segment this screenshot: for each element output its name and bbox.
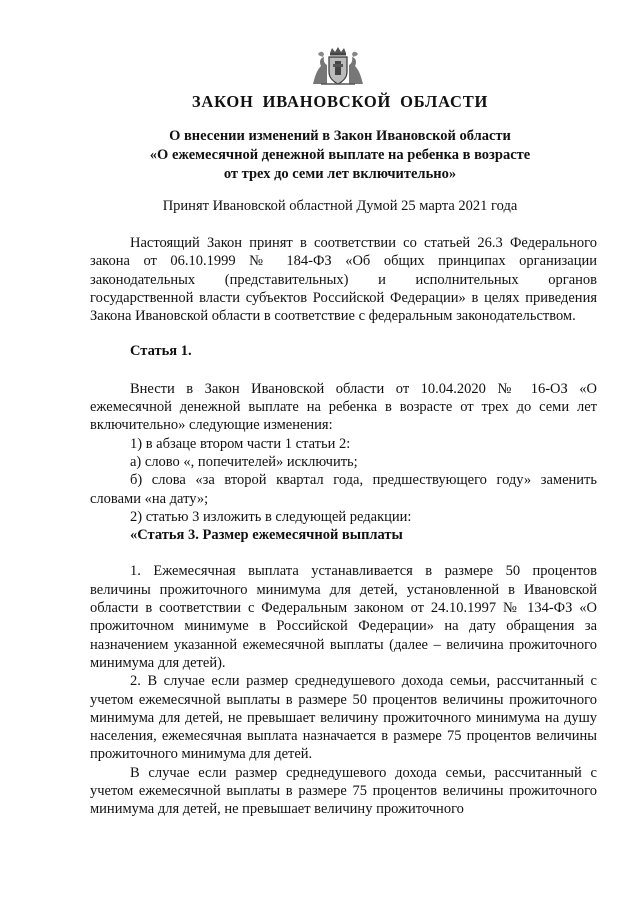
subtitle-line: О внесении изменений в Закон Ивановской области xyxy=(169,128,511,144)
subtitle-line: от трех до семи лет включительно» xyxy=(223,166,457,182)
adoption-date-line: Принят Ивановской областной Думой 25 марта 2021 года xyxy=(162,198,518,214)
amendment-subitem: а) слово «, попечителей» исключить; xyxy=(130,453,358,470)
article-paragraph: В случае если размер среднедушевого дохода семьи, рассчитанный с учетом ежемесячной выплаты в размере 75 процентов величины прожиточного минимума для детей, не превышает величину прожиточного xyxy=(90,764,597,818)
article-paragraph: 1. Ежемесячная выплата устанавливается в размере 50 процентов величины прожиточного минимума для детей, установленной в Ивановской области в соответствии с Федеральным законом от 24.10.1997 № 134-ФЗ «О прожиточном минимуме в Российской Федерации» на дату обращения за назначением указанной ежемесячной выплаты (далее – величина прожиточного минимума для детей). xyxy=(90,563,597,671)
amendment-item: 2) статью 3 изложить в следующей редакции: xyxy=(130,508,412,525)
spacer xyxy=(90,544,597,562)
preamble-paragraph: Настоящий Закон принят в соответствии со статьей 26.3 Федерального закона от 06.10.1999 № 184-ФЗ «Об общих принципах организации законодательных (представительных) и исполнительных органов государственной власти субъектов Российской Федерации» в целях приведения Закона Ивановской области в соответствие с федеральным законодательством. xyxy=(90,235,597,325)
document-body xyxy=(90,234,597,819)
ivanovo-coat-of-arms-icon xyxy=(311,46,365,86)
law-title: ЗАКОН ИВАНОВСКОЙ ОБЛАСТИ xyxy=(191,92,489,111)
article-heading: Статья 1. xyxy=(130,343,192,360)
subtitle-line: «О ежемесячной денежной выплате на ребенка в возрасте xyxy=(149,147,531,163)
amendment-item: 1) в абзаце втором части 1 статьи 2: xyxy=(130,435,351,452)
amendment-subitem: б) слова «за второй квартал года, предшествующего году» заменить словами «на дату»; xyxy=(90,472,597,507)
article-paragraph: 2. В случае если размер среднедушевого дохода семьи, рассчитанный с учетом ежемесячной выплаты в размере 50 процентов величины прожиточного минимума для детей, не превышает величину прожиточного минимума на душу населения, ежемесячная выплата назначается в размере 75 процентов величины прожиточного минимума для детей. xyxy=(90,673,597,763)
article-intro-paragraph: Внести в Закон Ивановской области от 10.04.2020 № 16-ОЗ «О ежемесячной денежной выплате на ребенка в возрасте от трех до семи лет включительно» следующие изменения: xyxy=(90,380,597,434)
new-article-heading: «Статья 3. Размер ежемесячной выплаты xyxy=(130,527,403,544)
law-subtitle xyxy=(90,127,590,184)
